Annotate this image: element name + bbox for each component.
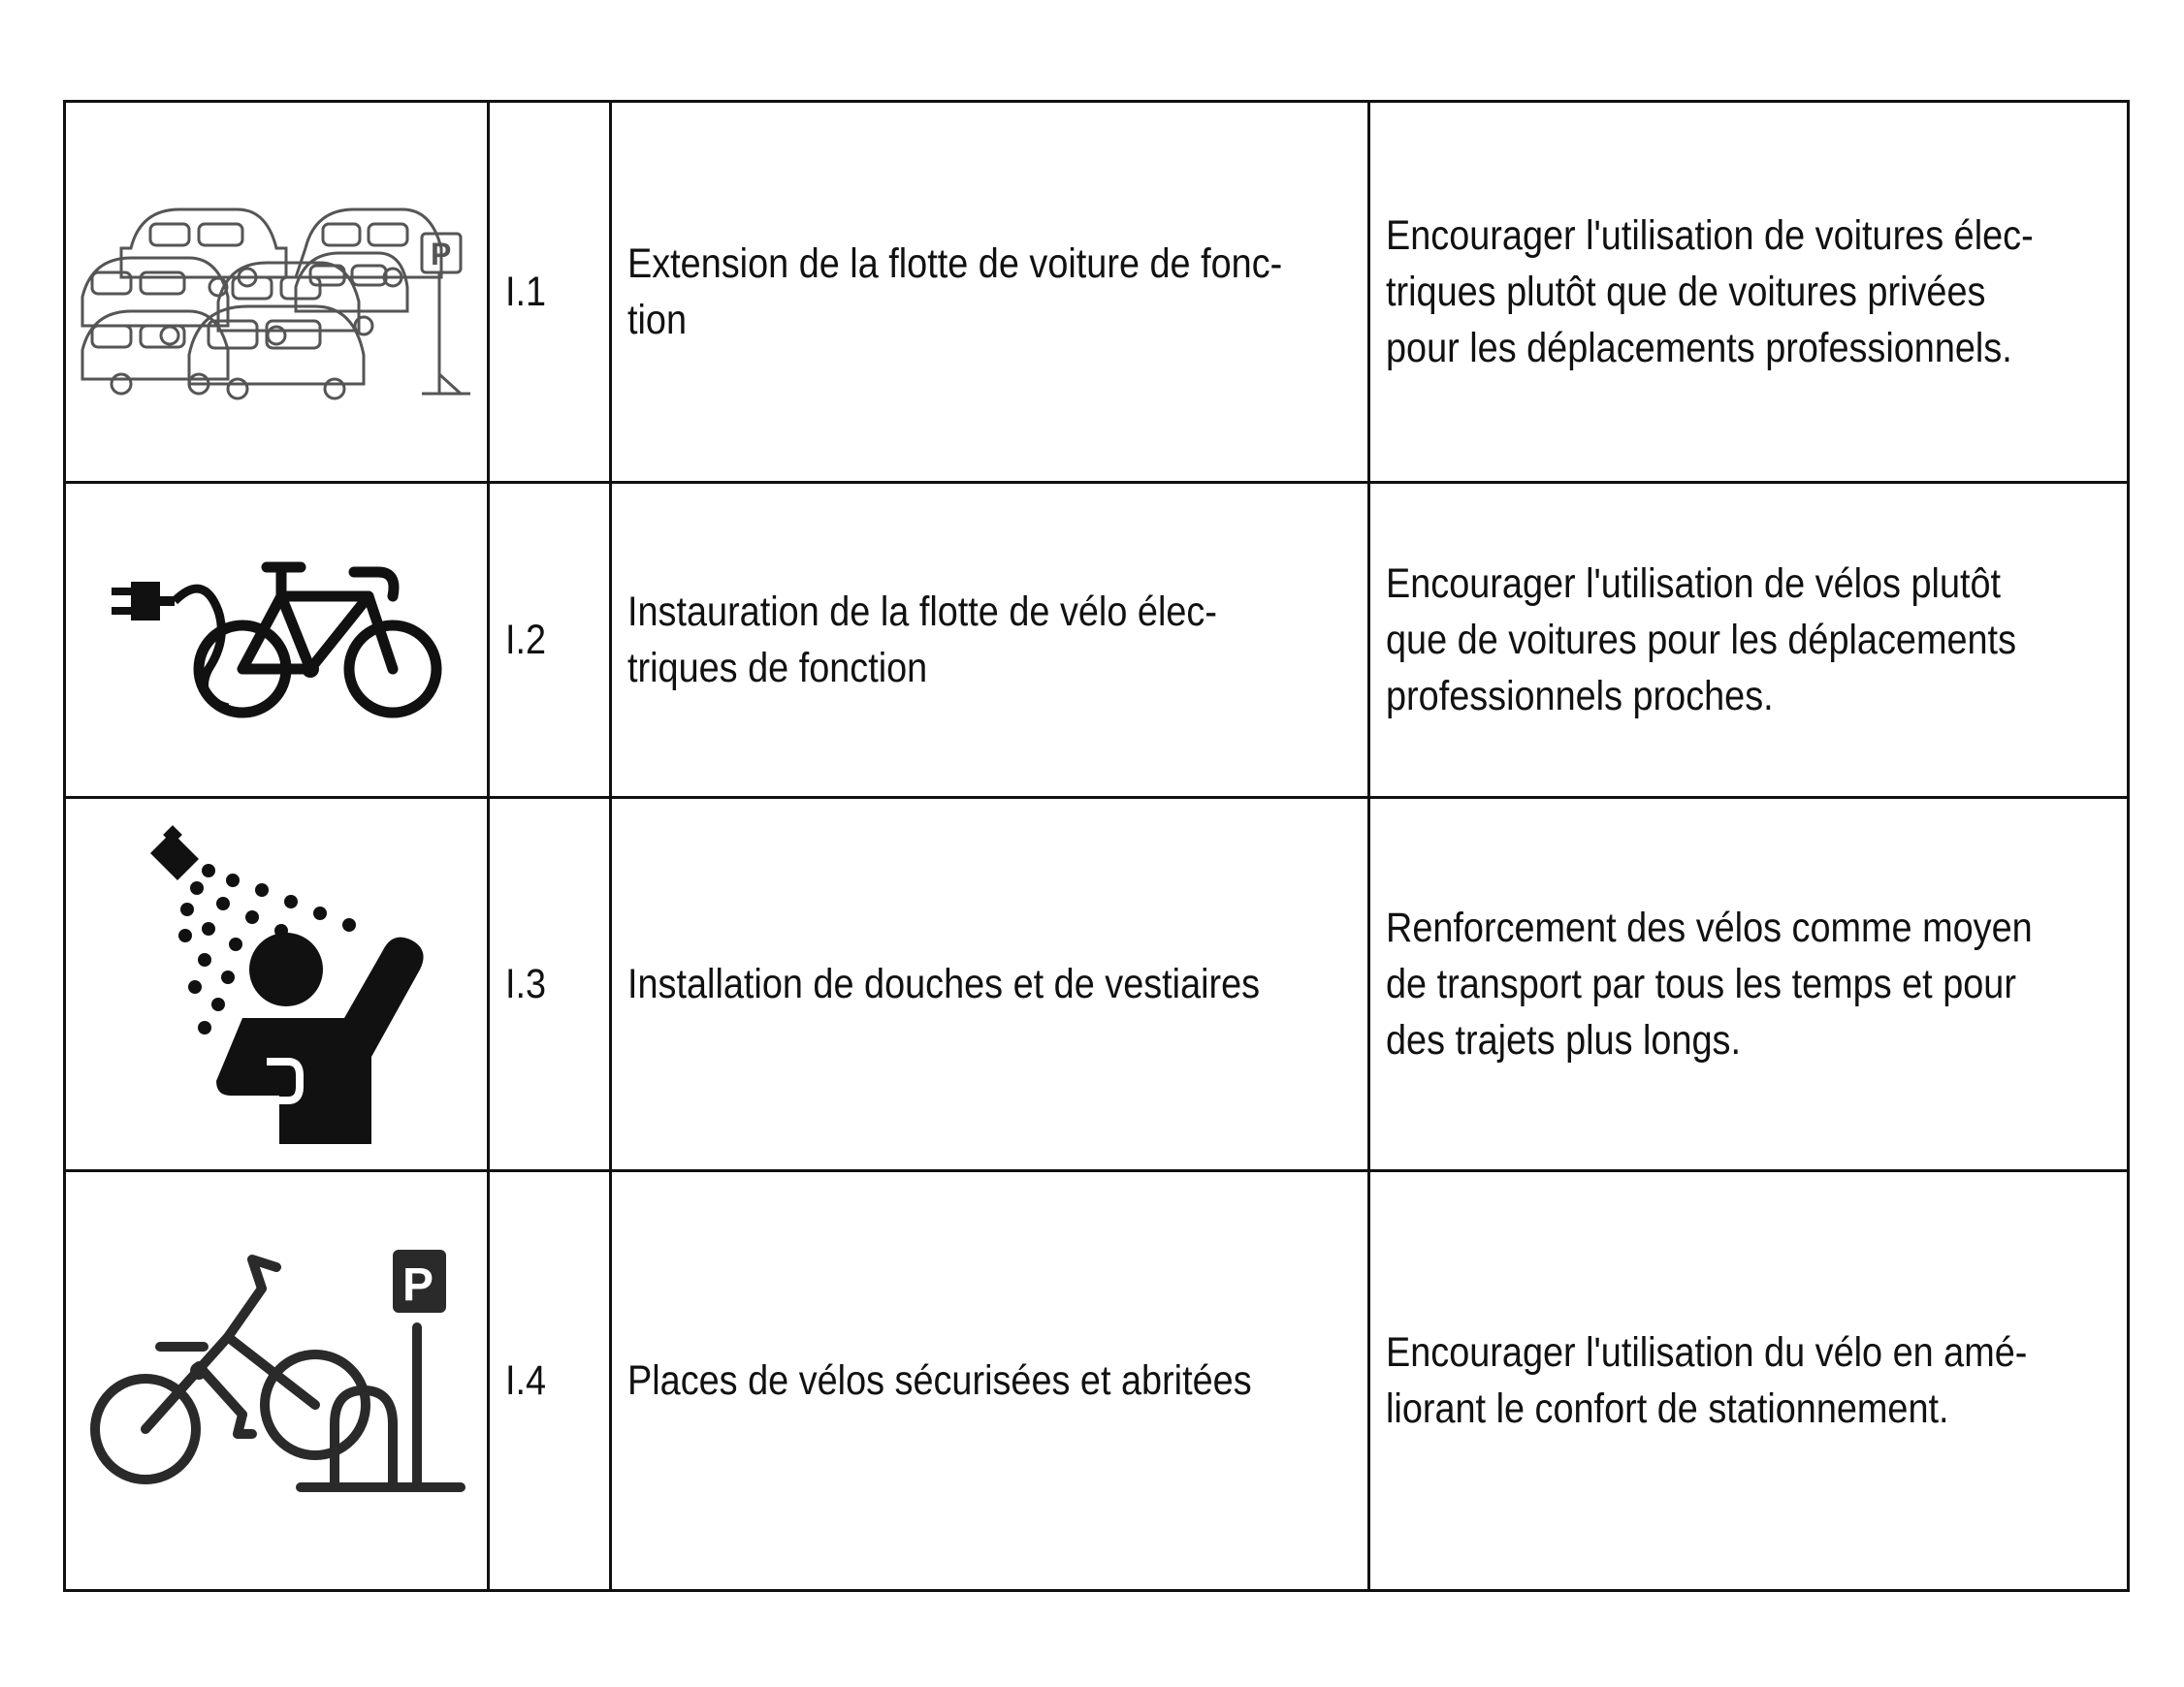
title-line: Extension de la flotte de voiture de fonc- xyxy=(627,240,1283,287)
table-row xyxy=(65,102,2129,483)
electric-bike-icon xyxy=(66,553,487,727)
description-line: professionnels proches. xyxy=(1386,673,1774,719)
icon-cell xyxy=(65,798,489,1171)
parking-sign-letter: P xyxy=(431,237,452,271)
title-line: Installation de douches et de vestiaires xyxy=(627,961,1261,1007)
measure-code: I.3 xyxy=(489,798,611,1171)
table-row xyxy=(65,483,2129,798)
description-line: Encourager l'utilisation du vélo en amé- xyxy=(1386,1329,2028,1376)
measure-description xyxy=(1369,1171,2129,1591)
measure-description xyxy=(1369,483,2129,798)
shower-icon xyxy=(66,824,487,1144)
measure-title xyxy=(611,102,1369,483)
title-line: triques de fonction xyxy=(627,645,928,691)
description-line: liorant le confort de stationnement. xyxy=(1386,1385,1949,1432)
parking-sign-letter: P xyxy=(402,1259,434,1311)
description-line: pour les déplacements professionnels. xyxy=(1386,325,2012,371)
car-parking-traffic-icon xyxy=(66,180,487,403)
table-row xyxy=(65,798,2129,1171)
measures-table xyxy=(63,100,2130,1592)
icon-cell xyxy=(65,1171,489,1591)
measure-description xyxy=(1369,798,2129,1171)
icon-cell xyxy=(65,483,489,798)
title-line: Places de vélos sécurisées et abritées xyxy=(627,1357,1252,1404)
measure-title xyxy=(611,798,1369,1171)
description-line: Renforcement des vélos comme moyen xyxy=(1386,905,2033,951)
measure-title xyxy=(611,483,1369,798)
table-row xyxy=(65,1171,2129,1591)
description-line: triques plutôt que de voitures privées xyxy=(1386,269,1986,315)
icon-cell xyxy=(65,102,489,483)
description-line: des trajets plus longs. xyxy=(1386,1017,1741,1064)
description-line: de transport par tous les temps et pour xyxy=(1386,961,2016,1007)
description-line: que de voitures pour les déplacements xyxy=(1386,617,2016,663)
title-line: tion xyxy=(627,297,688,343)
measure-code: I.4 xyxy=(489,1171,611,1591)
bike-parking-icon xyxy=(66,1250,487,1512)
description-line: Encourager l'utilisation de voitures élec- xyxy=(1386,212,2034,259)
measure-code: I.1 xyxy=(489,102,611,483)
measure-title xyxy=(611,1171,1369,1591)
measure-code: I.2 xyxy=(489,483,611,798)
title-line: Instauration de la flotte de vélo élec- xyxy=(627,589,1217,635)
measure-description xyxy=(1369,102,2129,483)
description-line: Encourager l'utilisation de vélos plutôt xyxy=(1386,560,2002,607)
